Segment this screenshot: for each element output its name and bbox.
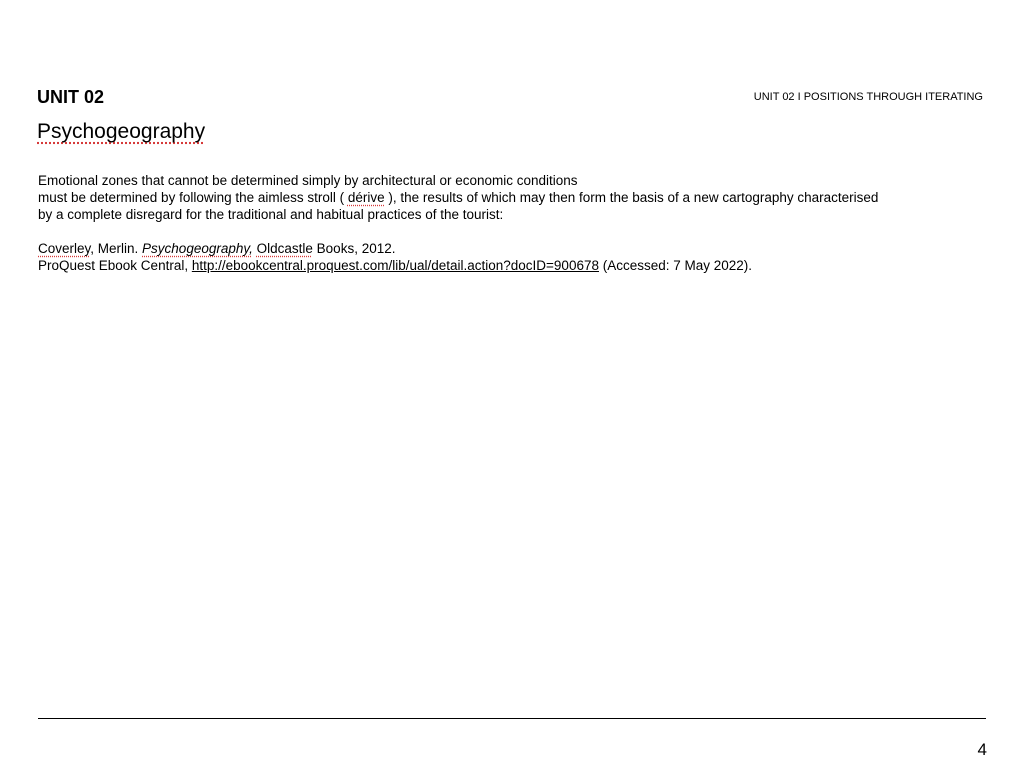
unit-label: UNIT 02 <box>37 87 105 107</box>
citation-book-title: Psychogeography, <box>142 241 253 256</box>
page-title: Psychogeography <box>37 120 206 143</box>
citation-source-prefix: ProQuest Ebook Central, <box>38 258 192 273</box>
page-number: 4 <box>977 740 987 759</box>
running-header: UNIT 02 I POSITIONS THROUGH ITERATING <box>753 91 983 103</box>
derive-term: dérive <box>347 190 385 205</box>
body-line-2 <box>38 189 978 206</box>
citation-url-link[interactable]: http://ebookcentral.proquest.com/lib/ual/detail.action?docID=900678 <box>191 258 599 273</box>
body-text <box>38 172 978 274</box>
footer-divider <box>38 718 986 719</box>
body-line-2-before: must be determined by following the aimless stroll ( <box>38 190 348 205</box>
body-line-3-text: by a complete disregard for the traditional and habitual practices of the tourist: <box>38 207 504 222</box>
citation-publisher-rest: Books, 2012. <box>312 241 396 256</box>
body-line-1-text: Emotional zones that cannot be determined simply by architectural or economic conditions <box>38 173 578 188</box>
citation-accessed: (Accessed: 7 May 2022). <box>598 258 753 273</box>
citation-author-rest: , Merlin. <box>90 241 143 256</box>
citation-line-1 <box>38 240 978 257</box>
citation-author-surname: Coverley <box>38 241 91 256</box>
citation-publisher-name: Oldcastle <box>256 241 313 256</box>
body-line-3 <box>38 206 978 223</box>
body-line-2-after: ), the results of which may then form the basis of a new cartography characterised <box>384 190 879 205</box>
body-line-1 <box>38 172 978 189</box>
citation-line-2 <box>38 257 978 274</box>
